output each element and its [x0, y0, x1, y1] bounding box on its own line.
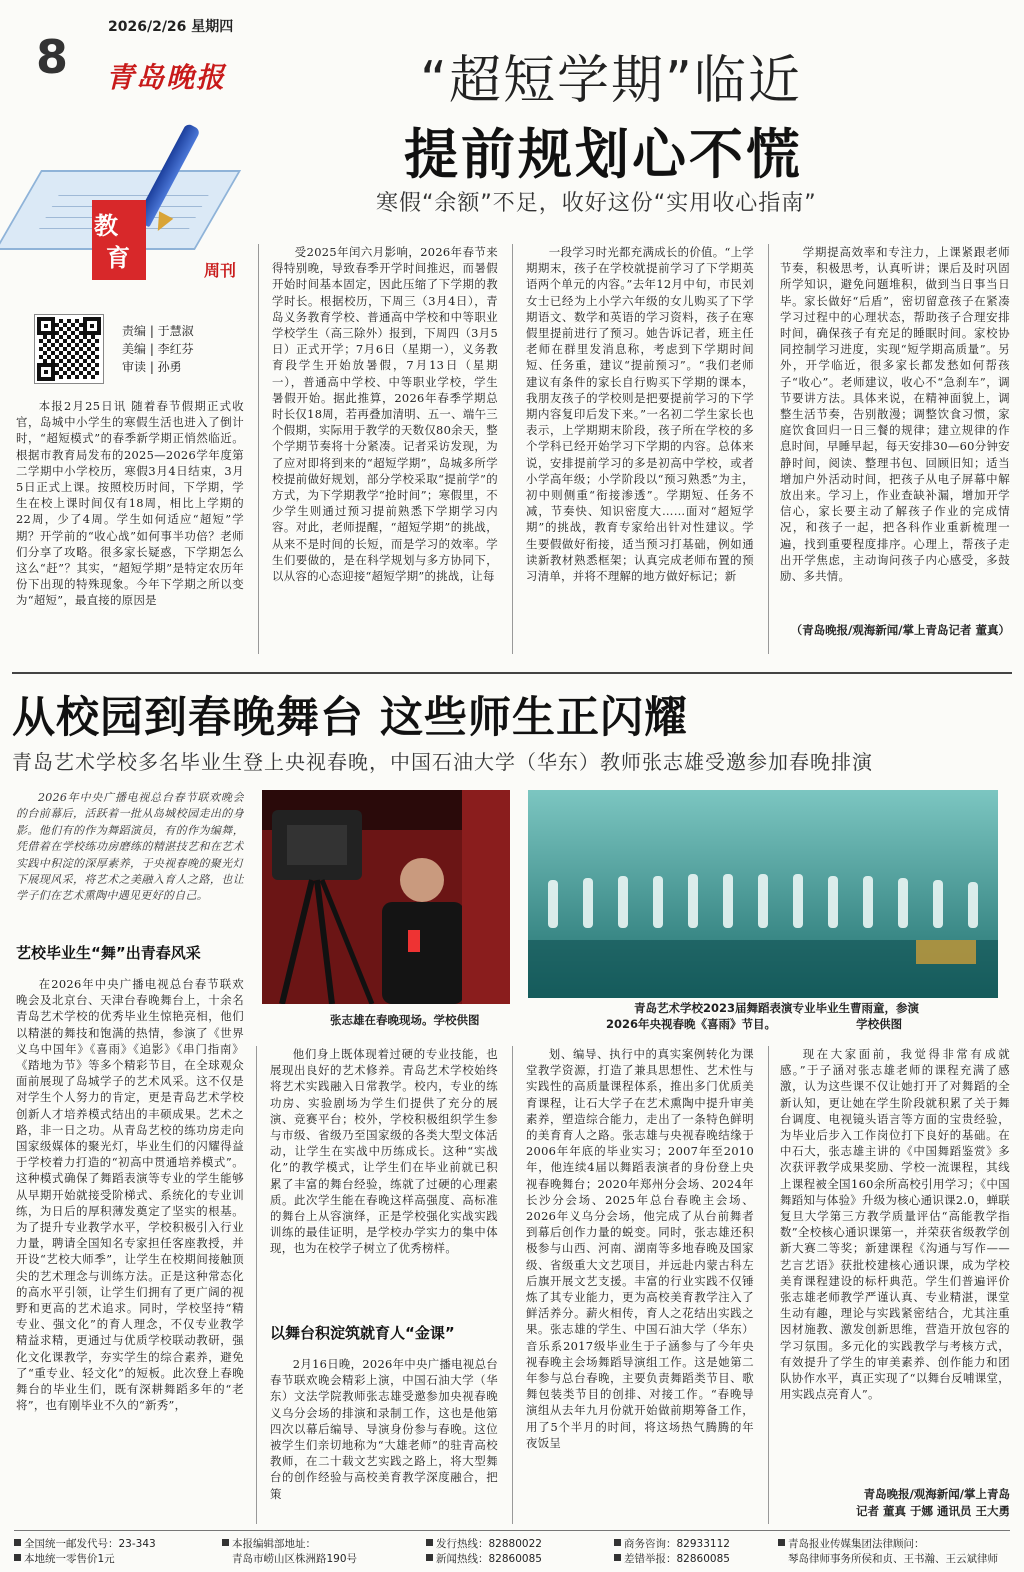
bullet-icon [778, 1539, 785, 1546]
badge-char-jiao: 教 [94, 212, 118, 240]
page-number: 8 [36, 30, 69, 84]
column-divider [256, 1046, 257, 1524]
badge-char-yu: 育 [106, 244, 130, 272]
article1-column-1 [16, 398, 244, 652]
article2-headline: 从校园到春晚舞台 这些师生正闪耀 [12, 693, 688, 743]
article2-byline [780, 1486, 1010, 1520]
footer-address-label: 本报编辑部地址： [232, 1538, 316, 1550]
article1-col1-text: 本报2月25日讯 随着春节假期正式收官，岛城中小学生的寒假生活也进入了倒计时，“超短模式”的春季新学期正悄然临近。根据市教育局发布的2025—2026学年度第二学期中小学校历，寒假3月4日结束，3月5日正式上课。按照校历时间，下学期，学生在校上课时间仅有18周，相比上学期的22周，少了4周。学生如何适应“超短”学期？开学前的“收心战”如何事半功倍？老师们分享了攻略。很多家长疑惑，下学期怎么这么“赶”？其实，“超短学期”是特定农历年份下出现的特殊现象。今年下学期之所以变为“超短”，最直接的原因是 [16, 399, 244, 608]
column-divider [258, 244, 259, 654]
article1-headline-line2: 提前规划心不慌 [404, 123, 803, 186]
article2-intro-text: 2026年中央广播电视总台春节联欢晚会的台前幕后，活跃着一批从岛城校园走出的身影。他们有的作为舞蹈演员，有的作为编舞，凭借着在学校练功房磨练的精湛技艺和在艺术实践中积淀的深厚素养，于央视春晚的聚光灯下展现风采，将艺术之美融入育人之路，也让学子们在艺术熏陶中遇见更好的自己。 [16, 791, 244, 903]
article2-col4-text: 现在大家面前，我觉得非常有成就感。”于子涵对张志雄老师的课程充满了感激，认为这些课不仅让她打开了对舞蹈的全新认知，更让她在学生阶段就积累了关于舞台调度、电视镜头语言等方面的宝贵经验，为毕业后步入工作岗位打下良好的基础。在中石大，张志雄主讲的《中国舞蹈鉴赏》多次获评教学成果奖励、学校一流课程，其线上课程被全国160余所高校引用学习；《中国舞蹈知与体验》升级为核心通识课2.0，蝉联复旦大学第三方教学质量评估“高能教学指数”全校核心通识课第一，并荣获省级教学创新大赛二等奖；新建课程《沟通与写作——艺言艺语》获批校建核心通识课，成为学校美育课程建设的标杆典范。学生们普遍评价张志雄老师教学严谨认真、专业精湛，课堂生动有趣，理论与实践紧密结合，尤其注重因材施教、激发创新思维，营造开放包容的学习氛围。多元化的实践教学与考核方式，有效提升了学生的审美素养、创作能力和团队协作水平，真正实现了“以舞台反哺课堂，用实践点亮育人”。 [780, 1047, 1010, 1402]
article1-column-3 [526, 244, 754, 654]
article2-byline-line2: 记者 董真 于娜 通讯员 王大勇 [855, 1504, 1010, 1518]
article2-col2b-text: 2月16日晚，2026年中央广播电视总台春节联欢晚会精彩上演，中国石油大学（华东）文法学院教师张志雄受邀参加央视春晚义乌分会场的排演和录制工作，这也是他第四次以幕后编导、导演身份参与春晚。这位被学生们亲切地称为“大雄老师”的驻青高校教师，在二十载文艺实践之路上，将大型舞台的创作经验与高校美育教学深度融合，把策 [270, 1357, 498, 1501]
article1-headline-line1: “超短学期”临近 [420, 51, 802, 111]
article1-byline: （青岛晚报/观海新闻/掌上青岛记者 董真） [790, 623, 1010, 637]
article2-intro [16, 790, 244, 932]
bullet-icon [614, 1554, 621, 1561]
education-weekly-badge [10, 130, 260, 280]
bullet-icon [14, 1554, 21, 1561]
column-divider [768, 1046, 769, 1524]
photo-zhang-zhixiong [262, 790, 510, 1004]
article2-subhead-2: 以舞台积淀筑就育人“金课” [270, 1324, 455, 1342]
footer-legal-value: 琴岛律师事务所侯和贞、王书瀚、王云斌律师 [788, 1553, 998, 1565]
qr-finder-bottom-left [37, 363, 55, 381]
footer-news-hotline: 新闻热线：82860085 [436, 1553, 542, 1565]
bullet-icon [426, 1539, 433, 1546]
article1-col4-text: 学期提高效率和专注力，上课紧跟老师节奏，积极思考，认真听讲；课后及时巩固所学知识，避免问题堆积，做到当日事当日毕。家长做好“后盾”，密切留意孩子在紧凑学习过程中的心理状态，帮助孩子合理安排时间，确保孩子有充足的睡眠时间。家校协同控制学习进度，实现“短学期高质量”。另外，开学临近，很多家长都发愁如何帮孩子“收心”。老师建议，收心不“急刹车”，调节要讲方法。具体来说，在精神面貌上，调整生活节奏，告别散漫；调整饮食习惯，家庭饮食回归一日三餐的规律；建立规律的作息时间，早睡早起，每天安排30—60分钟安静时间，阅读、整理书包、回顾旧知；适当增加户外活动时间，把孩子从电子屏幕中解放出来。学习上，作业查缺补漏，增加开学信心，家长要主动了解孩子作业的完成情况，和孩子一起，把各科作业重新梳理一遍，找到重要程度排序。心理上，帮孩子走出开学焦虑，主动询问孩子内心感受，多鼓励、多共情。 [780, 245, 1010, 584]
bullet-icon [614, 1539, 621, 1546]
column-divider [512, 244, 513, 654]
footer-price: 本地统一零售价1元 [24, 1553, 115, 1565]
article2-column-3 [526, 1046, 754, 1526]
photo2-illustration [528, 790, 998, 998]
footer-postal [14, 1537, 156, 1567]
page-footer [14, 1530, 1010, 1570]
qr-finder-top-left [37, 317, 55, 335]
photo1-illustration [262, 790, 510, 1004]
article2-col2-text: 他们身上既体现着过硬的专业技能，也展现出良好的艺术修养。青岛艺术学校始终将艺术实践融入日常教学。校内，专业的练功房、实验剧场为学生们提供了充分的展演、竞赛平台；校外，学校积极组织学生参与市级、省级乃至国家级的各类大型文体活动，让学生在实战中历练成长。这种“实战化”的教学模式，让学生们在毕业前就已积累了丰富的舞台经验，练就了过硬的心理素质。此次学生能在春晚这样高强度、高标准的舞台上从容演绎，正是学校强化实战实践训练的最佳证明，是学校办学实力的集中体现，也为在校学子树立了优秀榜样。 [270, 1047, 498, 1256]
article1-column-2 [272, 244, 498, 654]
article1-column-4 [780, 244, 1010, 622]
newspaper-masthead: 青岛晚报 [106, 61, 227, 94]
photo-dance-performance [528, 790, 998, 998]
article2-col3-text: 划、编导、执行中的真实案例转化为课堂教学资源，打造了兼具思想性、艺术性与实践性的高质量课程体系，推出多门优质美育课程，让石大学子在艺术熏陶中提升审美素养，塑造综合能力，走出了一条特色鲜明的美育育人之路。张志雄与央视春晚结缘于2006年年底的毕业实习；2007年至2010年，他连续4届以舞蹈表演者的身份登上央视春晚舞台；2020年郑州分会场、2024年长沙分会场、2025年总台春晚主会场、2026年义乌分会场，他完成了从台前舞者到幕后创作力量的蜕变。同时，张志雄还积极参与山西、河南、湖南等多地春晚及国家级、省级重大文艺项目，并远赴内蒙古科左后旗开展文艺支援。丰富的行业实践不仅锤炼了其专业能力，更为高校美育教学注入了鲜活养分。薪火相传，育人之花结出实践之果。张志雄的学生、中国石油大学（华东）音乐系2017级毕业生于子涵参与了今年央视春晚主会场舞蹈导演组工作。这是她第二年参与总台春晚，主要负责舞蹈类节目、歌舞包装类节目的创排、对接工作。“春晚导演组从去年九月份就开始做前期筹备工作，用了5个半月的时间，将这场热气腾腾的年夜饭呈 [526, 1047, 754, 1450]
footer-business [614, 1537, 730, 1567]
article1-subheadline: 寒假“余额”不足，收好这份“实用收心指南” [376, 191, 817, 216]
section-separator [12, 672, 1012, 674]
photo2-caption-line1: 青岛艺术学校2023届舞蹈表演专业毕业生曹雨童，参演 [634, 1001, 920, 1015]
footer-address [222, 1537, 357, 1567]
column-divider [512, 1046, 513, 1524]
footer-hotlines [426, 1537, 542, 1567]
article2-subhead-1: 艺校毕业生“舞”出青春风采 [16, 944, 201, 962]
article2-col1-text: 在2026年中央广播电视总台春节联欢晚会及北京台、天津台春晚舞台上，十余名青岛艺术学校的优秀毕业生惊艳亮相，他们以精湛的舞技和饱满的热情，参演了《世界义乌中国年》《喜雨》《追影》《串门指南》《踏地为节》等多个精彩节目，在全球观众面前展现了岛城学子的艺术风采。这不仅是对学生个人努力的肯定，更是青岛艺术学校创新人才培养模式结出的丰硕成果。艺术之路，非一日之功。从青岛艺校的练功房走向国家级媒体的聚光灯，毕业生们的闪耀得益于学校着力打造的“初高中贯通培养模式”。这种模式确保了舞蹈表演等专业的学生能够从早期开始就接受阶梯式、系统化的专业训练，为日后的厚积薄发奠定了坚实的根基。为了提升专业教学水平，学校积极引入行业力量，聘请全国知名专家担任客座教授，并开设“艺校大师季”，让学生在校期间接触顶尖的艺术理念与训练方法。正是这种常态化的高水平引领，让学生们拥有了更广阔的视野和更高的艺术追求。同时，学校坚持“精专业、强文化”的育人理念，不仅专业教学精益求精，更通过与优质学校联动教研，强化文化课教学，夯实学生的综合素养，避免了“重专业、轻文化”的短板。此次登上春晚舞台的毕业生们，既有深耕舞蹈多年的“老将”，也有刚毕业不久的“新秀”， [16, 977, 244, 1413]
credit-editor: 责编 | 于慧淑 [122, 324, 194, 338]
article2-column-1 [16, 976, 244, 1526]
article1-col3-text: 一段学习时光都充满成长的价值。“上学期期末，孩子在学校就提前学习了下学期英语两个单元的内容。”去年12月中旬，市民刘女士已经为上小学六年级的女儿购买了下学期语文、数学和英语的学习资料，孩子在寒假里提前进行了预习。她告诉记者，班主任老师在群里发消息称，考虑到下学期时间短、任务重，建议“提前预习”。“我们老师建议有条件的家长自行购买下学期的课本，我朋友孩子的学校则是把要提前学习的下学期内容复印后发下来。”一名初二学生家长也表示，上学期期末阶段，孩子所在学校的多个学科已经开始学习下学期的内容。总体来说，安排提前学习的多是初高中学校，或者小学高年级；小学阶段以“预习熟悉”为主，初中则侧重“衔接渗透”。学期短、任务不减，节奏快、知识密度大……面对“超短学期”的挑战，教育专家给出针对性建议。学生要假做好衔接，适当预习打基础，例如通读新教材熟悉框架；认真完成老师布置的预习清单，并将不理解的地方做好标记；新 [526, 245, 754, 584]
editor-credits [122, 322, 194, 376]
credit-reviewer: 审读 | 孙勇 [122, 360, 182, 374]
photo1-caption: 张志雄在春晚现场。学校供图 [330, 1013, 480, 1027]
qr-finder-top-right [83, 317, 101, 335]
issue-date: 2026/2/26 星期四 [108, 19, 234, 35]
footer-legal [778, 1537, 998, 1567]
footer-legal-label: 青岛报业传媒集团法律顾问： [788, 1538, 925, 1550]
column-divider [768, 244, 769, 654]
bullet-icon [426, 1554, 433, 1561]
footer-business-consult: 商务咨询：82933112 [624, 1538, 730, 1550]
article2-byline-line1: 青岛晚报/观海新闻/掌上青岛 [863, 1487, 1010, 1501]
article2-column-2 [270, 1046, 498, 1306]
qr-code[interactable] [34, 314, 104, 384]
bullet-icon [14, 1539, 21, 1546]
article2-column-4 [780, 1046, 1010, 1474]
footer-address-value: 青岛市崂山区株洲路190号 [232, 1553, 358, 1565]
photo2-caption-line2: 2026年央视春晚《喜雨》节目。 学校供图 [606, 1017, 903, 1031]
footer-error-report: 差错举报：82860085 [624, 1553, 730, 1565]
article2-column-2b [270, 1356, 498, 1526]
credit-designer: 美编 | 李红芬 [122, 342, 194, 356]
badge-weekly-label: 周刊 [204, 261, 237, 280]
article1-col2-text: 受2025年闰六月影响，2026年春节来得特别晚，导致春季开学时间推迟，而暑假开始时间基本固定，因此压缩了下学期的教学时长。根据校历，下周三（3月4日），青岛义务教育学校、普通高中学校和中等职业学校学生（高三除外）报到，下周四（3月5日）正式开学；7月6日（星期一），义务教育段学生开始放暑假，7月13日（星期一），普通高中学校、中等职业学校，学生暑假开始。据此推算，2026年春季学期总时长仅18周，若再叠加清明、五一、端午三个假期，实际用于教学的天数仅80余天，整个学期节奏将十分紧凑。记者采访发现，为了应对即将到来的“超短学期”，岛城多所学校提前做好规划，部分学校采取“提前学”的方式，为下学期教学“抢时间”；寒假里，不少学生则通过预习提前熟悉下学期学习内容。对此，老师提醒，“超短学期”的挑战，从来不是时间的长短，而是学习的效率。学生们要做的，是在科学规划与多方协同下，以从容的心态迎接“超短学期”的挑战，让每 [272, 245, 498, 584]
footer-distribution-hotline: 发行热线：82880022 [436, 1538, 542, 1550]
bullet-icon [222, 1539, 229, 1546]
article2-subheadline: 青岛艺术学校多名毕业生登上央视春晚，中国石油大学（华东）教师张志雄受邀参加春晚排演 [12, 750, 873, 774]
footer-postal-code: 全国统一邮发代号：23-343 [24, 1538, 156, 1550]
photo2-caption [606, 1000, 1014, 1032]
